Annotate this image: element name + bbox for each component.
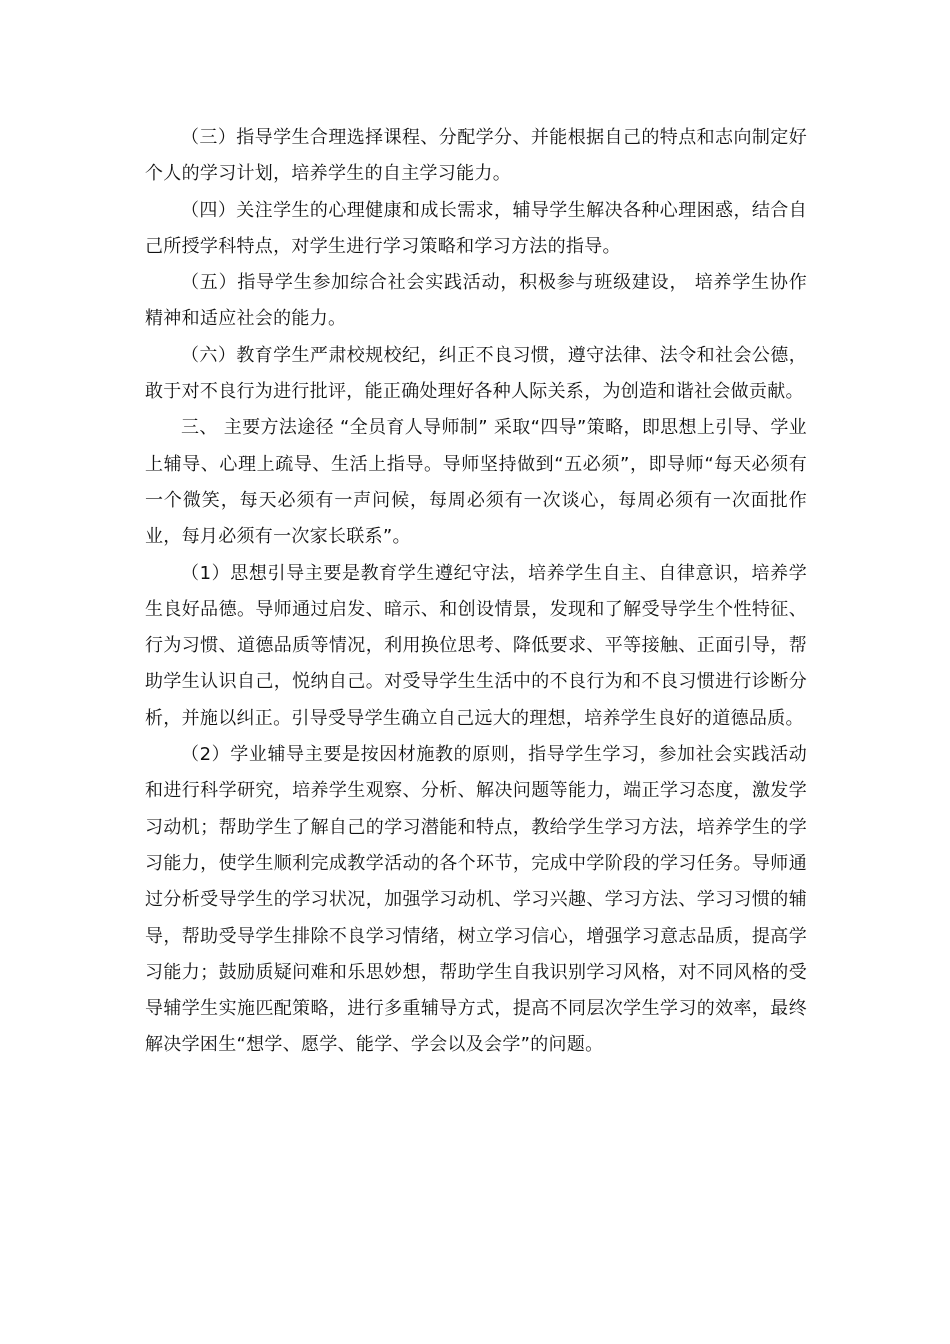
section-three-methods: 三、 主要方法途径 “全员育人导师制” 采取“四导”策略，即思想上引导、学业上辅导、心理上疏导、生活上指导。导师坚持做到“五必须”，即导师“每天必须有一个微笑，每天必须有一声问候，每周必须有一次谈心，每周必须有一次面批作业，每月必须有一次家长联系”。	[145, 417, 807, 548]
paragraph-item-6: （六）教育学生严肃校规校纪，纠正不良习惯，遵守法律、法令和社会公德，敢于对不良行为进行批评，能正确处理好各种人际关系，为创造和谐社会做贡献。	[145, 344, 807, 403]
document-body	[145, 120, 807, 1064]
paragraph-academic-guidance: （2）学业辅导主要是按因材施教的原则，指导学生学习，参加社会实践活动和进行科学研究，培养学生观察、分析、解决问题等能力，端正学习态度，激发学习动机；帮助学生了解自己的学习潜能和特点，教给学生学习方法，培养学生的学习能力，使学生顺利完成教学活动的各个环节，完成中学阶段的学习任务。导师通过分析受导学生的学习状况，加强学习动机、学习兴趣、学习方法、学习习惯的辅导，帮助受导学生排除不良学习情绪，树立学习信心，增强学习意志品质，提高学习能力；鼓励质疑问难和乐思妙想，帮助学生自我识别学习风格，对不同风格的受导辅学生实施匹配策略，进行多重辅导方式，提高不同层次学生学习的效率，最终解决学困生“想学、愿学、能学、学会以及会学”的问题。	[145, 744, 807, 1056]
paragraph-item-4: （四）关注学生的心理健康和成长需求，辅导学生解决各种心理困惑，结合自己所授学科特点，对学生进行学习策略和学习方法的指导。	[145, 199, 807, 257]
paragraph-thought-guidance: （1）思想引导主要是教育学生遵纪守法，培养学生自主、自律意识，培养学生良好品德。导师通过启发、暗示、和创设情景，发现和了解受导学生个性特征、行为习惯、道德品质等情况，利用换位思考、降低要求、平等接触、正面引导，帮助学生认识自己，悦纳自己。对受导学生生活中的不良行为和不良习惯进行诊断分析，并施以纠正。引导受导学生确立自己远大的理想，培养学生良好的道德品质。	[145, 562, 807, 729]
paragraph-item-5: （五）指导学生参加综合社会实践活动，积极参与班级建设， 培养学生协作精神和适应社会的能力。	[145, 272, 807, 330]
paragraph-item-3: （三）指导学生合理选择课程、分配学分、并能根据自己的特点和志向制定好个人的学习计划，培养学生的自主学习能力。	[145, 127, 807, 185]
